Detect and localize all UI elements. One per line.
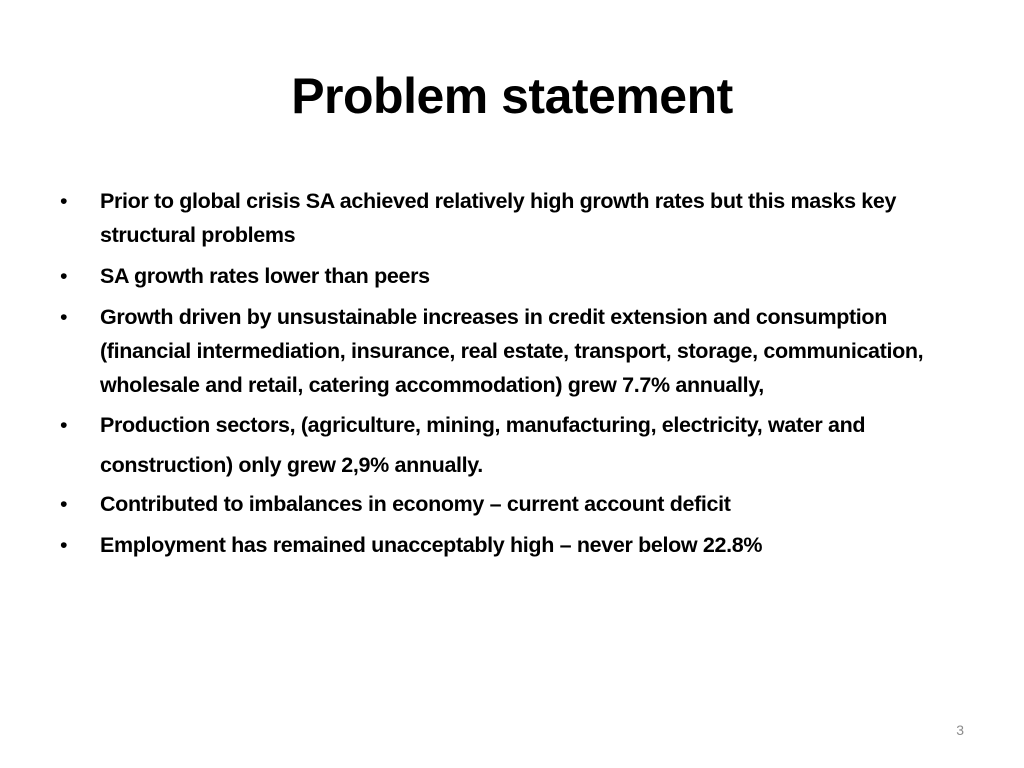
bullet-icon: • — [60, 189, 68, 213]
bullet-text: Growth driven by unsustainable increases in credit extension and consumption (financial intermediation, insurance, real estate, transport, storage, communication, wholesale and retail, catering accommodation) grew 7.7% annually, — [100, 305, 924, 397]
bullet-item — [58, 528, 968, 562]
bullet-icon: • — [60, 492, 68, 516]
bullet-icon: • — [60, 264, 68, 288]
bullet-text: Contributed to imbalances in economy – current account deficit — [100, 492, 731, 516]
bullet-item — [58, 259, 968, 293]
bullet-icon: • — [60, 533, 68, 557]
bullet-item — [58, 405, 968, 485]
page-number: 3 — [956, 722, 964, 738]
bullet-item — [58, 487, 968, 521]
bullet-item — [58, 184, 968, 252]
bullet-text: Production sectors, (agriculture, mining, manufacturing, electricity, water and construction) only grew 2,9% annually. — [100, 413, 866, 477]
bullet-icon: • — [60, 413, 68, 437]
bullet-item — [58, 300, 968, 402]
bullet-text: SA growth rates lower than peers — [100, 264, 430, 288]
bullet-list — [58, 184, 968, 569]
bullet-text: Prior to global crisis SA achieved relatively high growth rates but this masks key structural problems — [100, 189, 897, 247]
slide-title: Problem statement — [291, 68, 733, 124]
bullet-text: Employment has remained unacceptably high – never below 22.8% — [100, 533, 763, 557]
bullet-icon: • — [60, 305, 68, 329]
